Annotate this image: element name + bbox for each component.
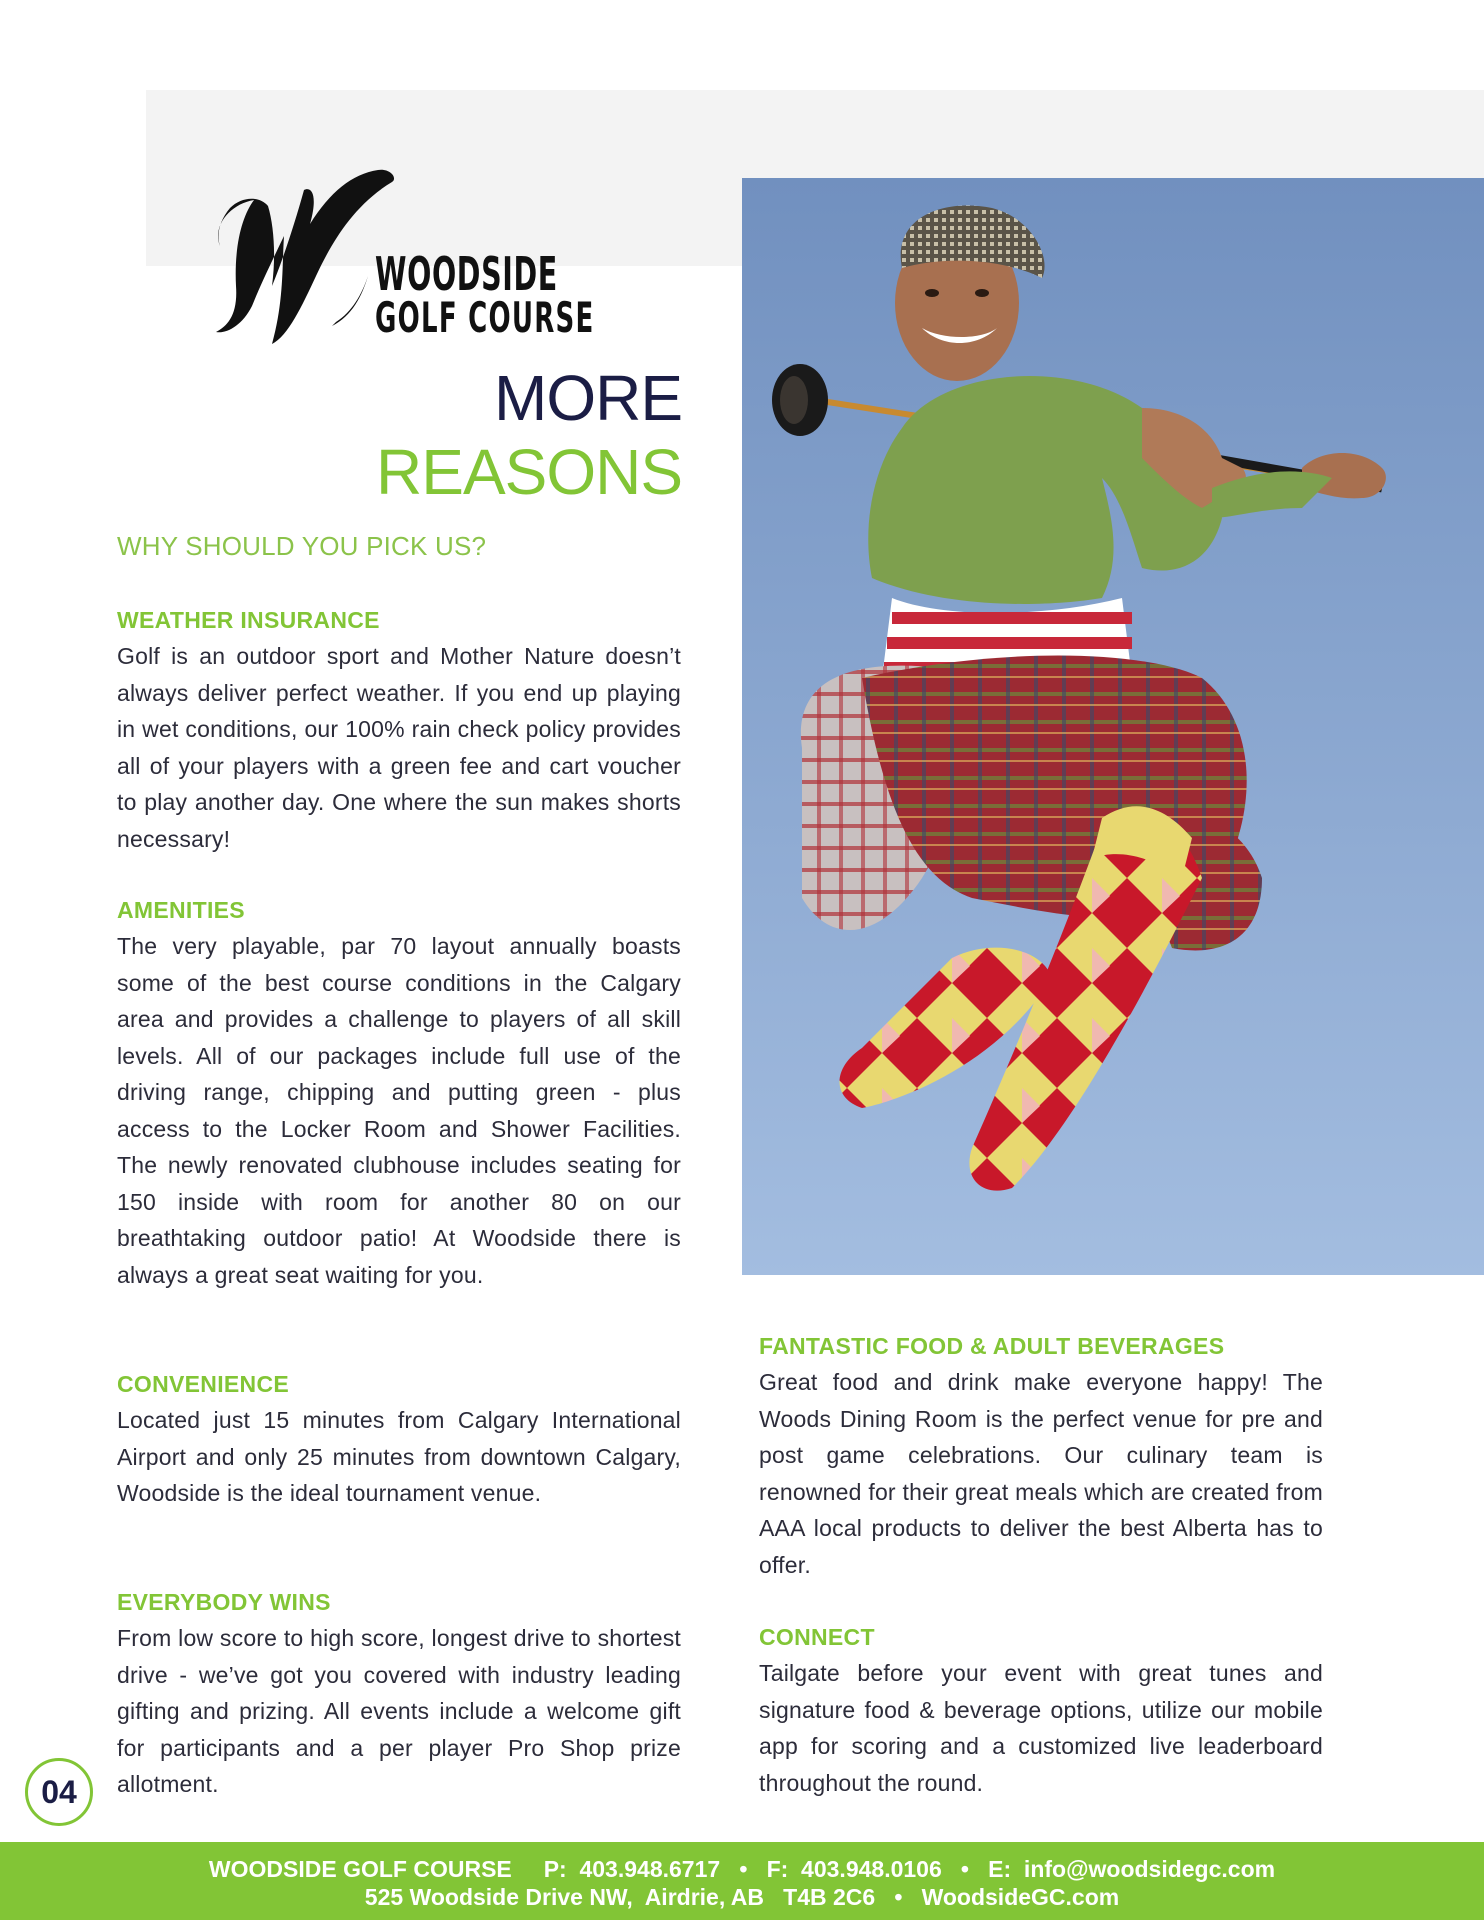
section-connect [759,1619,1323,1801]
section-heading: CONVENIENCE [117,1371,289,1397]
title-more: MORE [494,362,682,434]
logo-line-1: WOODSIDE [375,247,558,301]
title-reasons: REASONS [376,436,682,508]
section-body: Golf is an outdoor sport and Mother Nature doesn’t always deliver perfect weather. If you end up playing in wet conditions, our 100% rain check policy provides all of your players with a green fee and cart voucher to play another day. One where the sun makes shorts necessary! [117,643,681,852]
section-heading: FANTASTIC FOOD & ADULT BEVERAGES [759,1333,1225,1359]
w-monogram-icon [212,166,397,348]
woodside-logo [212,166,595,348]
section-body: Located just 15 minutes from Calgary International Airport and only 25 minutes from downtown Calgary, Woodside is the ideal tournament venue. [117,1407,681,1506]
section-body: Tailgate before your event with great tunes and signature food & beverage options, utilize our mobile app for scoring and a customized live leaderboard throughout the round. [759,1660,1323,1796]
footer-address-line: 525 Woodside Drive NW, Airdrie, AB T4B 2C6 • WoodsideGC.com [364,1884,1120,1910]
logo-line-2: GOLF COURSE [375,293,595,342]
section-heading: WEATHER INSURANCE [117,607,380,633]
section-heading: CONNECT [759,1624,875,1650]
footer-bar [0,1842,1484,1920]
section-body: From low score to high score, longest drive to shortest drive - we’ve got you covered with industry leading gifting and prizing. All events include a welcome gift for participants and a per player Pro Shop prize allotment. [117,1625,681,1797]
page-number: 04 [25,1758,93,1826]
section-body: Great food and drink make everyone happy! The Woods Dining Room is the perfect venue for pre and post game celebrations. Our culinary team is renowned for their great meals which are created from AAA local products to deliver the best Alberta has to offer. [759,1369,1323,1578]
logo-wordmark [375,247,595,342]
section-heading: EVERYBODY WINS [117,1589,331,1615]
section-everybody-wins [117,1584,681,1803]
section-amenities [117,892,681,1293]
section-food-beverages [759,1328,1323,1583]
section-body: The very playable, par 70 layout annually boasts some of the best course conditions in the Calgary area and provides a challenge to players of all skill levels. All of our packages include full use of the driving range, chipping and putting green - plus access to the Locker Room and Shower Facilities. The newly renovated clubhouse includes seating for 150 inside with room for another 80 on our breathtaking outdoor patio! At Woodside there is always a great seat waiting for you. [117,933,681,1288]
section-convenience [117,1366,681,1512]
subtitle: WHY SHOULD YOU PICK US? [117,531,487,561]
section-heading: AMENITIES [117,897,245,923]
section-weather-insurance [117,602,681,857]
footer-contact-line: WOODSIDE GOLF COURSE P: 403.948.6717 • F: 403.948.0106 • E: info@woodsidegc.com [208,1856,1276,1882]
golfer-photo [742,178,1484,1275]
